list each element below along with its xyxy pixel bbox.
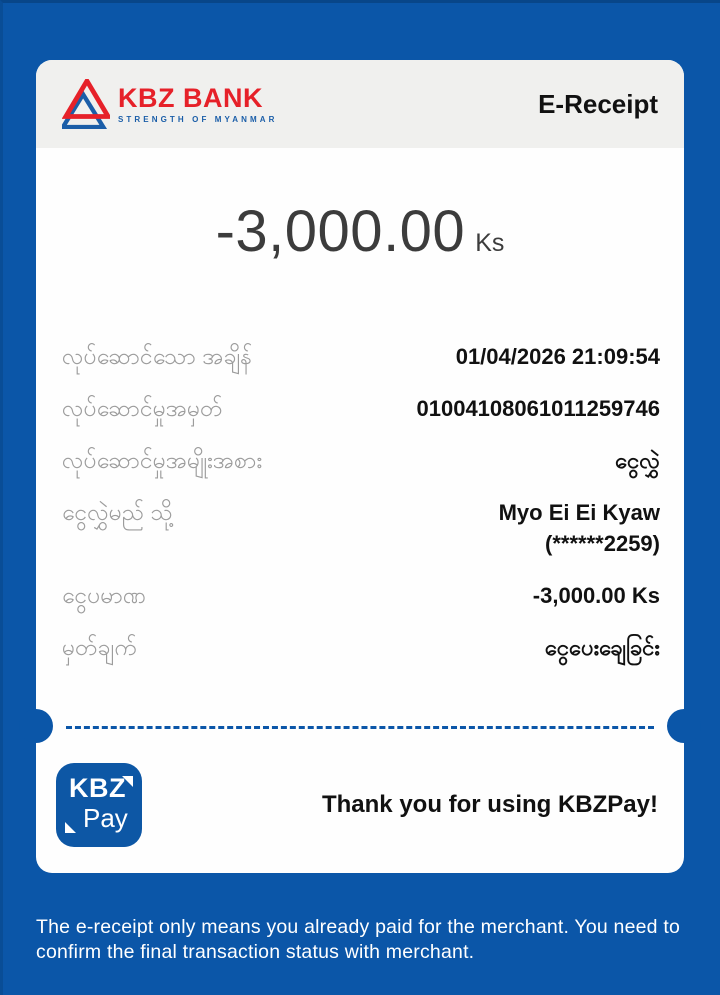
disclaimer-text: The e-receipt only means you already paid for the merchant. You need to confirm the final transaction status with merchant. (36, 916, 681, 963)
notes-label: မှတ်ချက် (62, 634, 137, 660)
page-title: E-Receipt (538, 88, 658, 119)
notes-value: ငွေပေးချေခြင်း (544, 635, 660, 660)
dashed-line (66, 726, 654, 729)
amount-label: ငွေပမာဏ (62, 582, 147, 608)
transaction-type-label: လုပ်ဆောင်မှုအမျိုးအစား (62, 447, 263, 473)
kbzpay-logo (56, 763, 142, 847)
kbzpay-corner-mark-icon (65, 822, 76, 833)
kbz-bank-logo (62, 79, 278, 129)
transfer-to-label: ငွေလွှဲမည် သို့ (62, 499, 173, 525)
bank-tagline: STRENGTH OF MYANMAR (118, 114, 278, 124)
receipt-footer (36, 763, 684, 847)
transaction-id-label: လုပ်ဆောင်မှုအမှတ် (62, 395, 223, 421)
table-row (62, 341, 660, 372)
amount-value: -3,000.00 (215, 199, 466, 264)
table-row (62, 497, 660, 559)
kbzpay-logo-pay: Pay (83, 803, 128, 833)
transfer-to-value (499, 497, 660, 559)
table-row (62, 393, 660, 424)
left-notch (19, 709, 53, 743)
transaction-details (36, 341, 684, 663)
bank-name: KBZ BANK (118, 82, 263, 113)
table-row (62, 580, 660, 611)
transaction-type-value: ငွေလွှဲ (615, 448, 660, 473)
receipt-header (36, 60, 684, 148)
recipient-account-masked: (******2259) (545, 531, 660, 556)
recipient-name: Myo Ei Ei Kyaw (498, 500, 660, 525)
transaction-time-label: လုပ်ဆောင်သော အချိန် (62, 343, 252, 369)
kbz-triangles-icon (62, 79, 110, 129)
right-notch (667, 709, 701, 743)
kbzpay-logo-kbz: KBZ (69, 773, 126, 803)
table-row (62, 445, 660, 476)
table-row (62, 632, 660, 663)
transaction-id-value: 01004108061011259746 (416, 396, 660, 421)
thank-you-message: Thank you for using KBZPay! (321, 791, 658, 818)
bank-logo-text (118, 82, 278, 124)
receipt-card (36, 60, 684, 873)
transaction-time-value: 01/04/2026 21:09:54 (455, 344, 660, 369)
amount-detail-value: -3,000.00 Ks (532, 583, 660, 608)
amount-currency: Ks (475, 229, 505, 257)
amount-row (36, 198, 684, 265)
